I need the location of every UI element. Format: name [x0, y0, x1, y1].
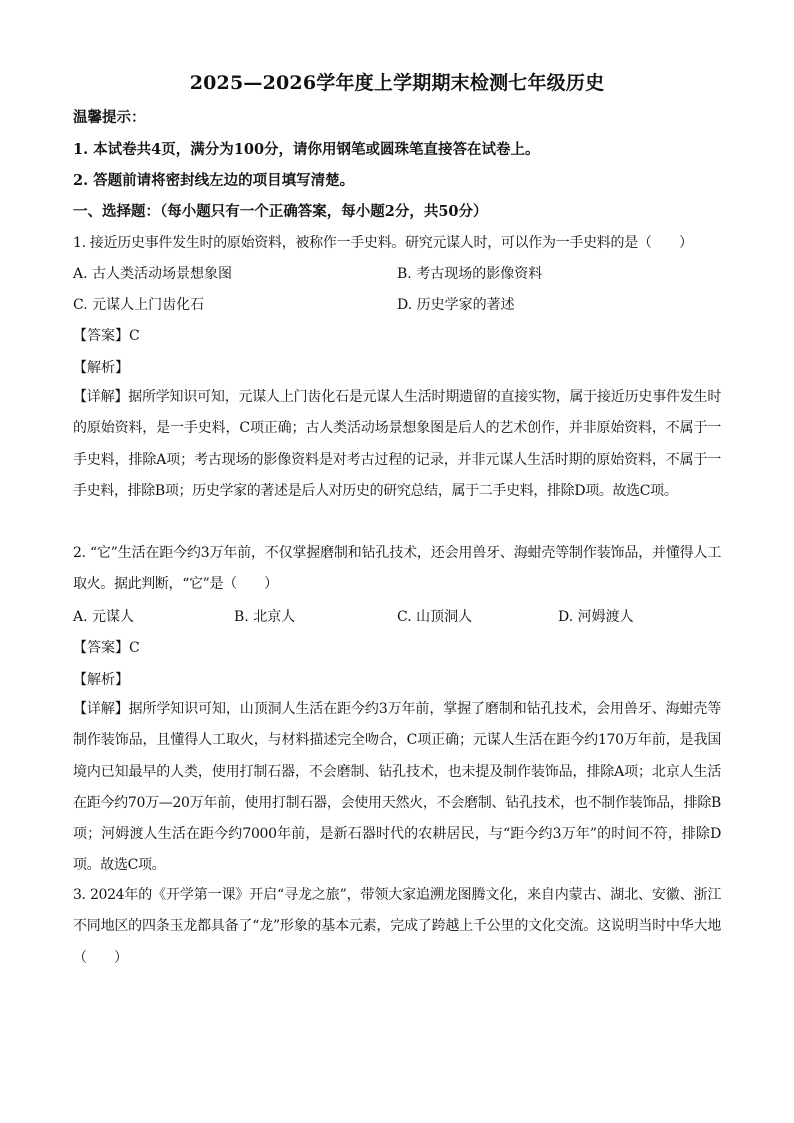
question-1-answer: 【答案】C — [73, 328, 140, 344]
question-2-option-a: A. 元谋人 — [73, 609, 135, 625]
question-2-analysis-label: 【解析】 — [73, 672, 129, 688]
question-1-option-c: C. 元谋人上门齿化石 — [73, 297, 205, 313]
question-3-stem: 3. 2024年的《开学第一课》开启“寻龙之旅”，带领大家追溯龙图腾文化，来自内蒙古、湖北、安徽、浙江不同地区的四条玉龙都具备了“龙”形象的基本元素，完成了跨越上千公里的文化交流。这说明当时中华大地（ ） — [73, 887, 721, 966]
question-1-option-a: A. 古人类活动场景想象图 — [73, 266, 233, 282]
tip-2: 2. 答题前请将密封线左边的项目填写清楚。 — [73, 172, 355, 189]
question-1-analysis-label: 【解析】 — [73, 360, 129, 376]
question-1-option-d: D. 历史学家的著述 — [397, 297, 515, 313]
question-2-option-d: D. 河姆渡人 — [558, 609, 634, 625]
question-2-detail: 【详解】据所学知识可知，山顶洞人生活在距今约3万年前，掌握了磨制和钻孔技术，会用兽牙、海蚶壳等制作装饰品，且懂得人工取火，与材料描述完全吻合，C项正确；元谋人生活在距今约170万年前，是我国境内已知最早的人类，使用打制石器，不会磨制、钻孔技术，也未提及制作装饰品，排除A项；北京人生活在距今约70万—20万年前，使用打制石器，会使用天然火，不会磨制、钻孔技术，也不制作装饰品，排除B项；河姆渡人生活在距今约7000年前，是新石器时代的农耕居民，与“距今约3万年”的时间不符，排除D项。故选C项。 — [73, 701, 721, 874]
question-2-option-b: B. 北京人 — [234, 609, 296, 625]
question-1-option-b: B. 考古现场的影像资料 — [397, 266, 543, 282]
question-1-detail: 【详解】据所学知识可知，元谋人上门齿化石是元谋人生活时期遗留的直接实物，属于接近历史事件发生时的原始资料，是一手史料，C项正确；古人类活动场景想象图是后人的艺术创作，并非原始资料，不属于一手史料，排除A项；考古现场的影像资料是对考古过程的记录，并非元谋人生活时期的原始资料，不属于一手史料，排除B项；历史学家的著述是后人对历史的研究总结，属于二手史料，排除D项。故选C项。 — [73, 389, 721, 499]
tip-1: 1. 本试卷共4页，满分为100分，请你用钢笔或圆珠笔直接答在试卷上。 — [73, 141, 540, 158]
question-2-option-c: C. 山顶洞人 — [397, 609, 473, 625]
question-2-stem: 2. “它”生活在距今约3万年前，不仅掌握磨制和钻孔技术，还会用兽牙、海蚶壳等制作装饰品，并懂得人工取火。据此判断，“它”是（ ） — [73, 545, 721, 593]
question-2-answer: 【答案】C — [73, 640, 140, 656]
page-title: 2025—2026学年度上学期期末检测七年级历史 — [189, 72, 605, 94]
section-heading: 一、选择题：（每小题只有一个正确答案，每小题2分，共50分） — [73, 203, 488, 220]
tips-heading: 温馨提示： — [73, 109, 146, 126]
question-1-stem: 1. 接近历史事件发生时的原始资料，被称作一手史料。研究元谋人时，可以作为一手史料的是（ ） — [73, 235, 693, 251]
